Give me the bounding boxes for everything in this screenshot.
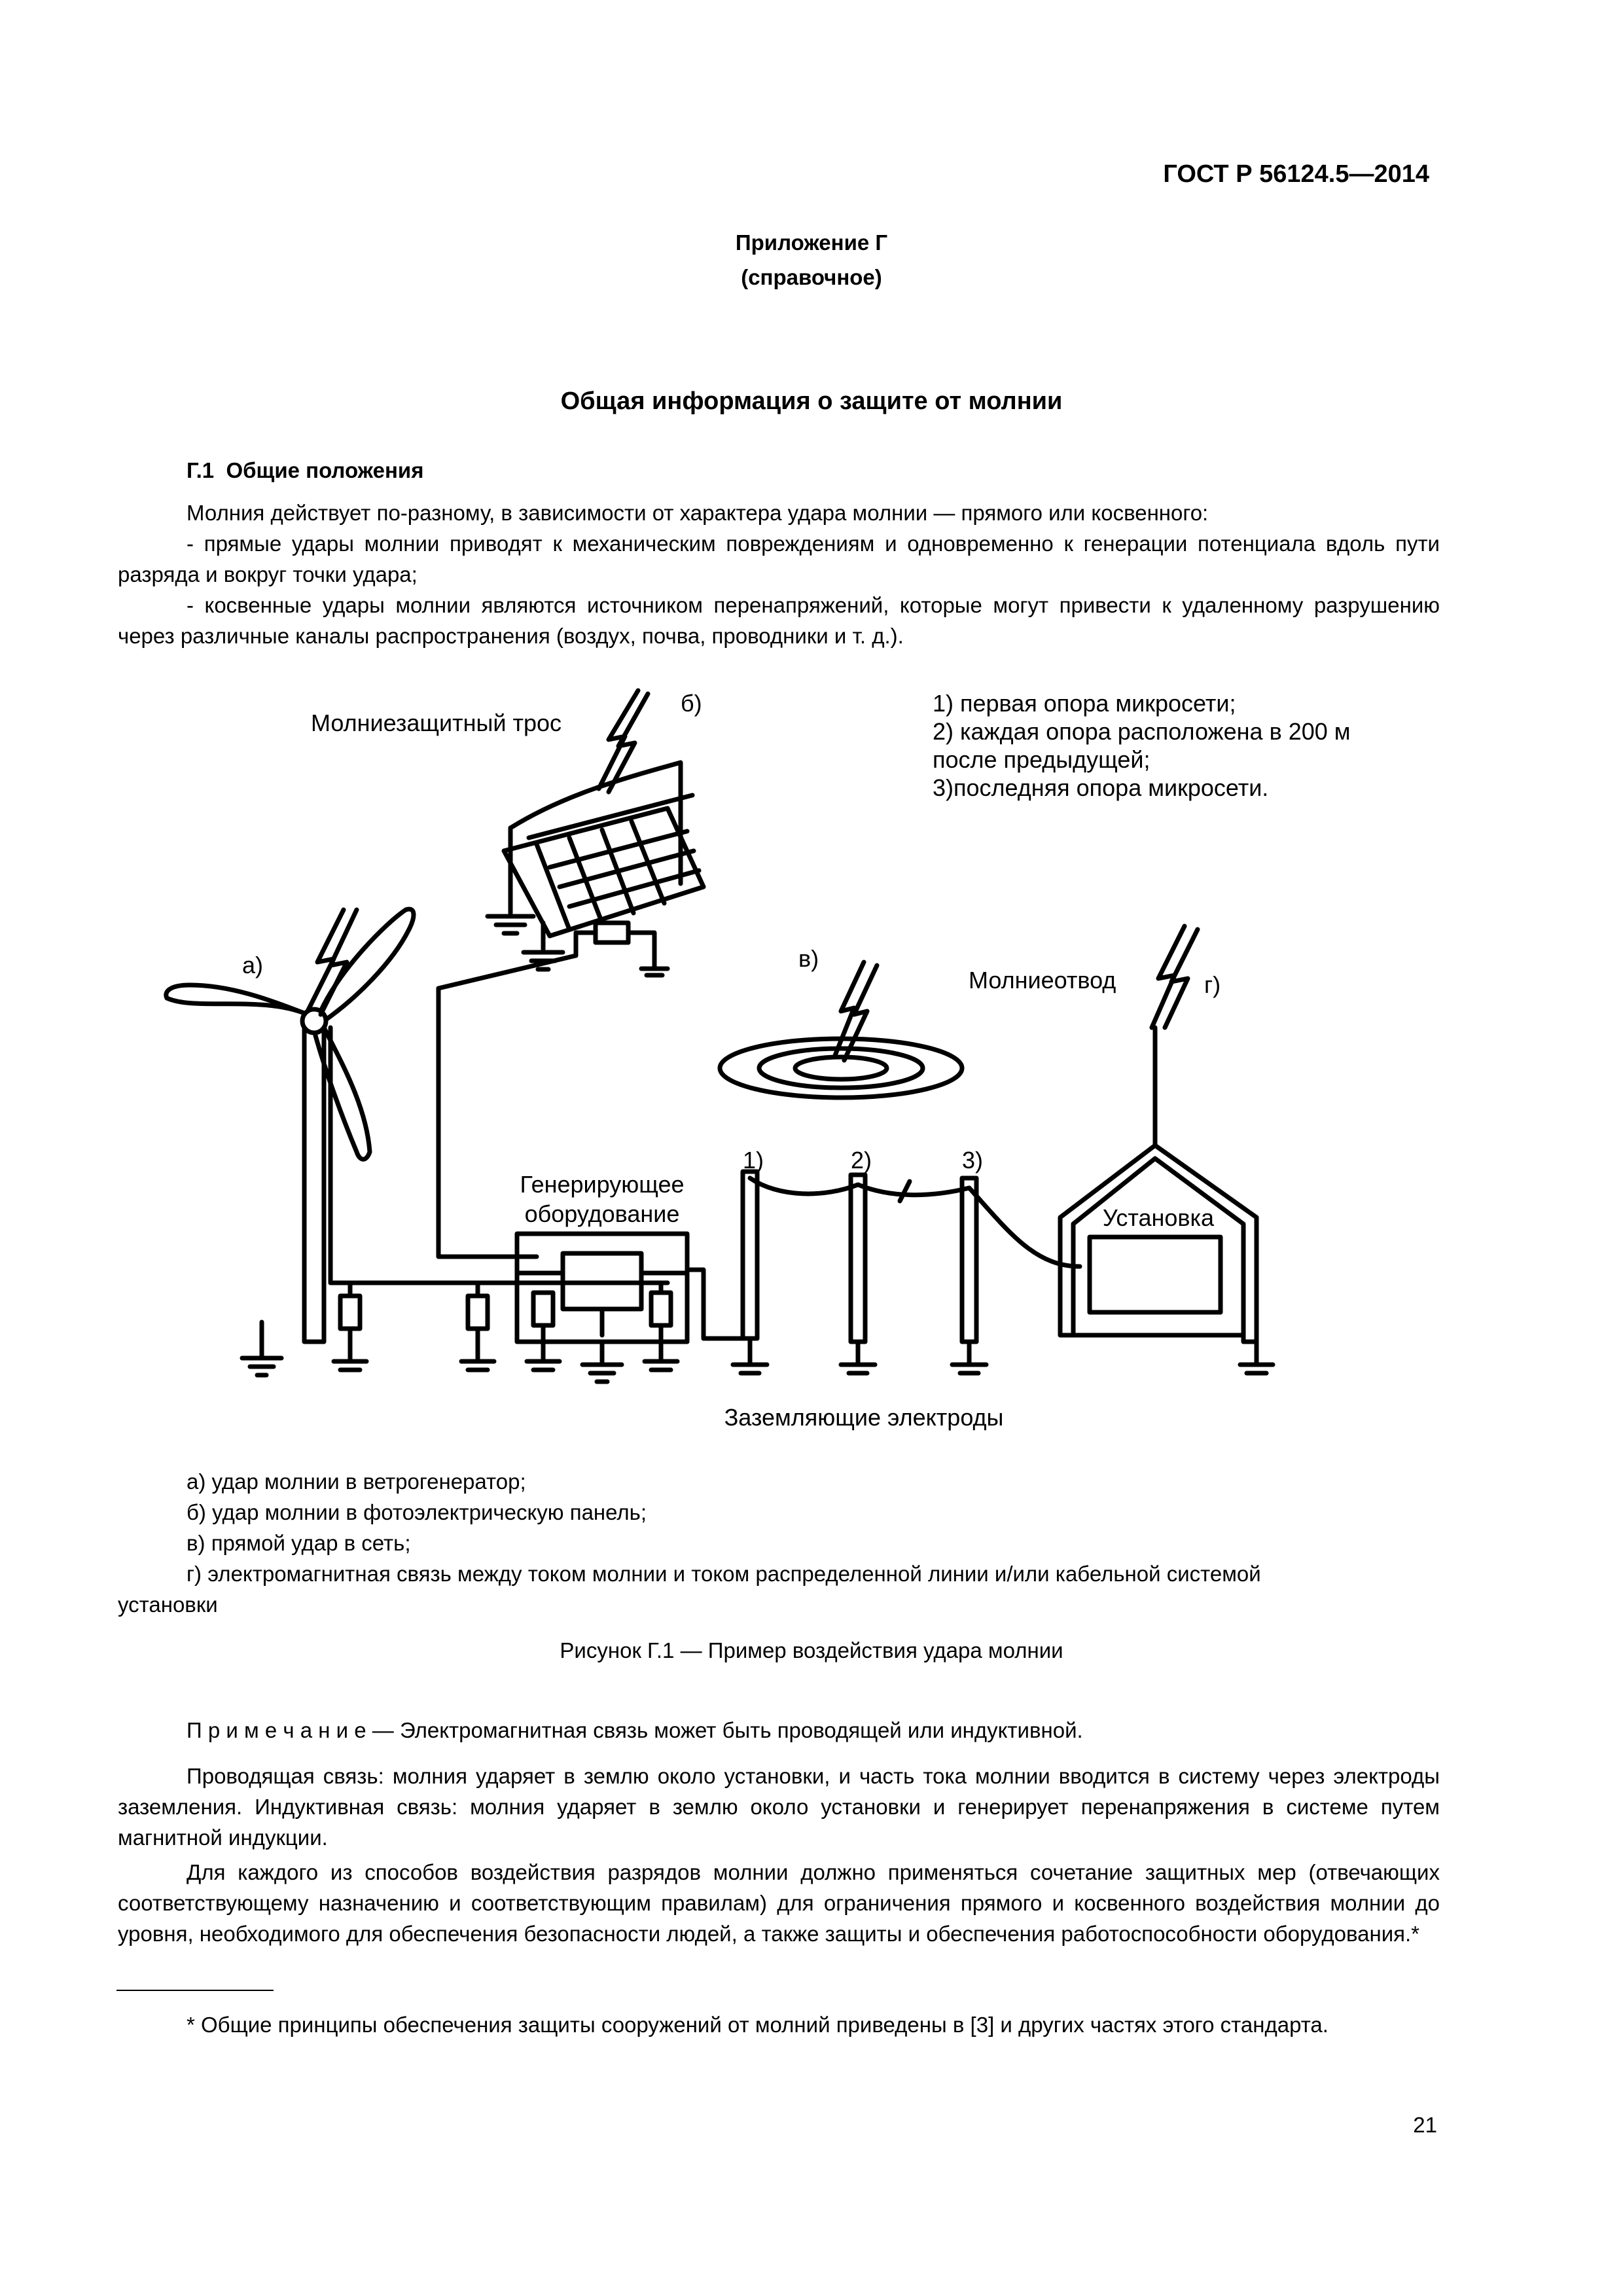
appendix-title: Приложение Г [735, 230, 888, 255]
installation-box [1090, 1237, 1221, 1312]
label-ground-electrodes: Заземляющие электроды [724, 1404, 1004, 1431]
ground-ring-2 [759, 1049, 923, 1088]
rod-lightning-icon [1152, 926, 1198, 1028]
pole-2-ground [841, 1342, 875, 1373]
note-label: П р и м е ч а н и е [187, 1718, 366, 1742]
label-pole-3: 3) [962, 1147, 984, 1174]
label-b: б) [681, 690, 702, 717]
pole-1 [743, 1172, 757, 1338]
note [187, 1718, 1083, 1743]
caption-item-v: в) прямой удар в сеть; [187, 1531, 411, 1555]
turbine-blade-1 [166, 985, 308, 1014]
label-lightning-cable: Молниезащитный трос [311, 709, 562, 736]
label-g: г) [1204, 971, 1221, 998]
house-ground [1240, 1342, 1273, 1373]
label-lightning-rod: Молниеотвод [969, 967, 1116, 994]
appendix-kind: (справочное) [741, 265, 882, 289]
legend-line-4: 3)последняя опора микросети. [933, 774, 1269, 801]
footnote: * Общие принципы обеспечения защиты сооружений от молний приведены в [3] и других частях этого стандарта. [187, 2013, 1329, 2037]
label-pole-2: 2) [851, 1147, 872, 1174]
footnote-separator [116, 1990, 274, 1991]
line-break-mark [900, 1181, 910, 1201]
gen-ground [582, 1342, 622, 1382]
pole-2 [851, 1175, 865, 1342]
paragraph-coupling: Проводящая связь: молния ударяет в землю около установки, и часть тока молнии вводится в систему через электроды заземления. Индуктивная связь: молния ударяет в землю около установки и генерирует перенапряжения в системе путем магнитной индукции. [118, 1764, 1440, 1850]
main-title: Общая информация о защите от молнии [560, 387, 1063, 415]
solar-cable [510, 762, 681, 884]
panel-spd-wire [576, 933, 668, 975]
label-a: а) [242, 952, 264, 978]
intro-bullet-indirect: - косвенные удары молнии являются источником перенапряжений, которые могут привести к удаленному разрушению через различные каналы распространения (воздух, почва, проводники и т. д.). [118, 593, 1440, 648]
label-installation: Установка [1102, 1204, 1215, 1231]
turbine-inner-line [330, 1028, 668, 1283]
spd-box-4 [651, 1293, 671, 1325]
figure-caption: Рисунок Г.1 — Пример воздействия удара молнии [560, 1638, 1063, 1662]
intro-bullet-direct: - прямые удары молнии приводят к механическим повреждениям и одновременно к генерации потенциала вдоль пути разряда и вокруг точки удара; [118, 531, 1440, 586]
spd-box-2 [468, 1296, 488, 1329]
section-title: Общие положения [226, 458, 424, 482]
page-number: 21 [1413, 2113, 1437, 2137]
legend-line-2: 2) каждая опора расположена в 200 м [933, 718, 1351, 745]
label-v: в) [798, 945, 819, 972]
solar-panel-grid [529, 795, 699, 929]
spd-box-3 [533, 1293, 553, 1325]
caption-item-a: а) удар молнии в ветрогенератор; [187, 1469, 526, 1494]
note-text: — Электромагнитная связь может быть проводящей или индуктивной. [366, 1718, 1083, 1742]
gen-to-pole-wire [687, 1270, 743, 1338]
distribution-line [750, 1178, 1080, 1266]
turbine-ground [242, 1322, 281, 1375]
ring-lightning-icon [834, 962, 877, 1060]
label-gen-2: оборудование [524, 1200, 680, 1227]
label-gen-1: Генерирующее [520, 1171, 685, 1198]
section-number: Г.1 [187, 458, 215, 482]
legend-line-3: после предыдущей; [933, 746, 1150, 773]
turbine-tower [304, 1028, 324, 1342]
panel-surge-protector [596, 923, 628, 942]
spd-ground-3 [527, 1325, 560, 1370]
document-header: ГОСТ Р 56124.5—2014 [1163, 160, 1429, 188]
installation-house-inner [1073, 1224, 1243, 1335]
caption-item-b: б) удар молнии в фотоэлектрическую панель; [187, 1500, 647, 1524]
label-pole-1: 1) [743, 1147, 764, 1174]
pole-3 [962, 1178, 976, 1342]
ground-ring-3 [795, 1057, 887, 1079]
spd-box-1 [340, 1296, 360, 1329]
caption-item-g: г) электромагнитная связь между током молнии и током распределенной линии и/или кабельной системой [187, 1562, 1261, 1586]
legend-line-1: 1) первая опора микросети; [933, 690, 1236, 717]
solar-lightning-icon [599, 691, 648, 792]
pole-1-ground [733, 1338, 767, 1373]
pole-3-ground [952, 1342, 986, 1373]
intro-line: Молния действует по-разному, в зависимости от характера удара молнии — прямого или косвенного: [187, 501, 1209, 525]
paragraph-measures: Для каждого из способов воздействия разрядов молнии должно применяться сочетание защитных мер (отвечающих соответствующему назначению и соответствующим правилам) для ограничения прямого и косвенного воздействия молнии до уровня, необходимого для обеспечения безопасности людей, а также защиты и обеспечения работоспособности оборудования.* [118, 1860, 1440, 1946]
caption-item-g-cont: установки [118, 1592, 218, 1617]
solar-ground-left [488, 916, 533, 933]
